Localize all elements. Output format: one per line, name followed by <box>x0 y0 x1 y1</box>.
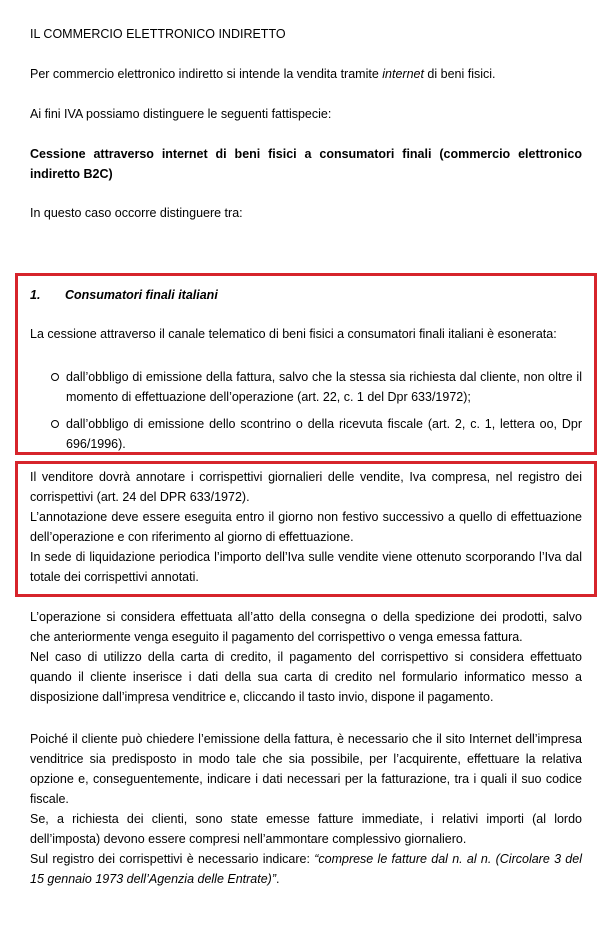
document-title: IL COMMERCIO ELETTRONICO INDIRETTO <box>30 27 286 41</box>
box1-heading-text: Consumatori finali italiani <box>65 288 218 302</box>
iva-intro-paragraph: Ai fini IVA possiamo distinguere le seguenti fattispecie: <box>30 107 332 121</box>
fattura-p3 <box>30 849 582 889</box>
fattura-p3-after: . <box>276 872 280 886</box>
fattura-p2: Se, a richiesta dei clienti, sono state emesse fatture immediate, i relativi importi (al lordo dell’imposta) devono essere compresi nell’ammontare complessivo giornaliero. <box>30 812 582 846</box>
highlight-box-consumatori <box>15 273 597 455</box>
operazione-p2: Nel caso di utilizzo della carta di credito, il pagamento del corrispettivo si considera effettuato quando il cliente inserisce i dati della sua carta di credito nel formulario informatico messo a disposizione dall’impresa venditrice e, cliccando il tasto invio, dispone il pagamento. <box>30 650 582 704</box>
fattura-p3-italic: “comprese le fatture dal n. al n. (Circolare 3 del 15 gennaio 1973 dell’Agenzia delle Entrate)” <box>30 852 582 886</box>
section-heading: Cessione attraverso internet di beni fisici a consumatori finali (commercio elettronico indiretto B2C) <box>30 147 582 181</box>
box2-p3: In sede di liquidazione periodica l’importo dell’Iva sulle vendite viene ottenuto scorporando l’Iva dal totale dei corrispettivi annotati. <box>30 550 582 584</box>
operazione-p1: L’operazione si considera effettuata all’atto della consegna o della spedizione dei prodotti, salvo che anteriormente venga eseguito il pagamento del corrispettivo o venga emessa fattura. <box>30 610 582 644</box>
operazione-paragraphs <box>30 607 582 707</box>
box2-p2: L’annotazione deve essere eseguita entro il giorno non festivo successivo a quello di effettuazione dell’operazione e con riferimento al giorno di effettuazione. <box>30 510 582 544</box>
intro-text-italic: internet <box>382 67 424 81</box>
distinguish-paragraph: In questo caso occorre distinguere tra: <box>30 206 243 220</box>
intro-paragraph <box>30 64 582 84</box>
box2-p1: Il venditore dovrà annotare i corrispettivi giornalieri delle vendite, Iva compresa, nel registro dei corrispettivi (art. 24 del DPR 633/1972). <box>30 470 582 504</box>
box1-number: 1. <box>30 288 41 302</box>
bullet-text: dall’obbligo di emissione della fattura, salvo che la stessa sia richiesta dal cliente, non oltre il momento di effettuazione dell’operazione (art. 22, c. 1 del Dpr 633/1972); <box>66 370 582 404</box>
fattura-p3-before: Sul registro dei corrispettivi è necessario indicare: <box>30 852 315 866</box>
bullet-text: dall’obbligo di emissione dello scontrino o della ricevuta fiscale (art. 2, c. 1, lettera oo, Dpr 696/1996). <box>66 417 582 451</box>
highlight-box-corrispettivi <box>15 461 597 597</box>
fattura-p1: Poiché il cliente può chiedere l’emissione della fattura, è necessario che il sito Internet dell’impresa venditrice sia predisposto in modo tale che sia possibile, per l’acquirente, effettuare la relativa opzione e, conseguentemente, indicare i dati necessari per la fatturazione, tra i quali il suo codice fiscale. <box>30 732 582 806</box>
intro-text-before: Per commercio elettronico indiretto si intende la vendita tramite <box>30 67 383 81</box>
intro-text-after: di beni fisici. <box>423 67 496 81</box>
box1-lead: La cessione attraverso il canale telematico di beni fisici a consumatori finali italiani è esonerata: <box>30 327 557 341</box>
fattura-paragraphs <box>30 729 582 889</box>
